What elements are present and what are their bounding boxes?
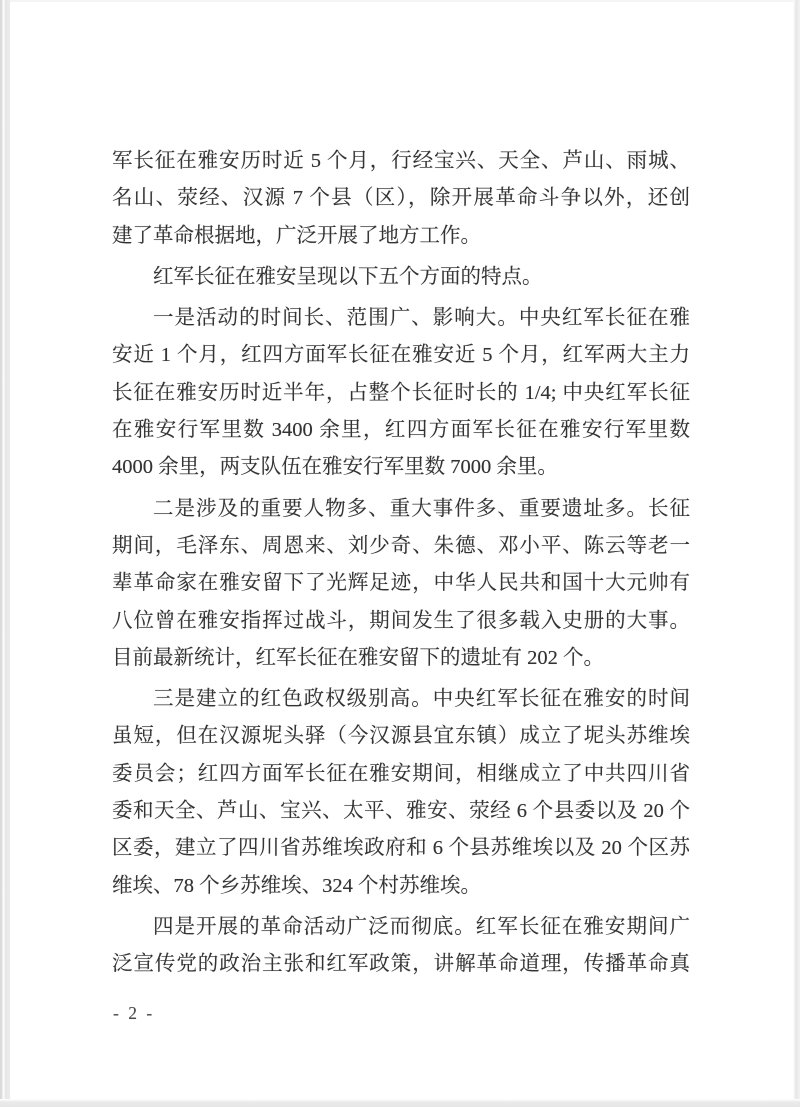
text-line: 建了革命根据地，广泛开展了地方工作。 — [112, 224, 481, 247]
text-line: 辈革命家在雅安留下了光辉足迹，中华人民共和国十大元帅有 — [112, 572, 690, 595]
text-line: 委员会；红四方面军长征在雅安期间，相继成立了中共四川省 — [112, 762, 690, 785]
paragraph — [112, 143, 690, 255]
page-number: - 2 - — [113, 1003, 154, 1023]
scan-edge-left — [0, 0, 10, 1107]
text-line: 长征在雅安历时近半年，占整个长征时长的 1/4; 中央红军长征 — [112, 381, 690, 404]
paragraph — [112, 909, 690, 984]
paragraph — [112, 300, 690, 486]
paragraph — [112, 491, 690, 677]
text-line: 期间，毛泽东、周恩来、刘少奇、朱德、邓小平、陈云等老一 — [112, 534, 690, 557]
text-line: 一是活动的时间长、范围广、影响大。中央红军长征在雅 — [153, 307, 690, 330]
text-line: 三是建立的红色政权级别高。中央红军长征在雅安的时间 — [153, 688, 690, 711]
text-line: 区委，建立了四川省苏维埃政府和 6 个县苏维埃以及 20 个区苏 — [112, 837, 690, 860]
paragraph — [112, 681, 690, 905]
text-line: 安近 1 个月，红四方面军长征在雅安近 5 个月，红军两大主力 — [112, 344, 690, 367]
text-line: 红军长征在雅安呈现以下五个方面的特点。 — [153, 265, 543, 288]
scan-edge-bottom — [0, 1099, 800, 1107]
text-line: 泛宣传党的政治主张和红军政策，讲解革命道理，传播革命真 — [112, 953, 690, 976]
text-line: 名山、荥经、汉源 7 个县（区），除开展革命斗争以外，还创 — [112, 187, 690, 210]
text-line: 八位曾在雅安指挥过战斗，期间发生了很多载入史册的大事。 — [112, 609, 690, 632]
text-line: 目前最新统计，红军长征在雅安留下的遗址有 202 个。 — [112, 646, 604, 669]
text-line: 军长征在雅安历时近 5 个月，行经宝兴、天全、芦山、雨城、 — [112, 150, 690, 172]
text-line: 4000 余里，两支队伍在雅安行军里数 7000 余里。 — [112, 456, 558, 479]
text-line: 四是开展的革命活动广泛而彻底。红军长征在雅安期间广 — [153, 915, 690, 938]
paragraph — [112, 259, 690, 296]
text-line: 委和天全、芦山、宝兴、太平、雅安、荥经 6 个县委以及 20 个 — [112, 800, 690, 823]
text-line: 维埃、78 个乡苏维埃、324 个村苏维埃。 — [112, 874, 481, 897]
text-line: 虽短，但在汉源坭头驿（今汉源县宜东镇）成立了坭头苏维埃 — [112, 725, 690, 748]
scan-edge-right — [793, 0, 800, 1107]
scan-edge-top — [0, 0, 800, 2]
document-text — [112, 143, 690, 988]
text-line: 二是涉及的重要人物多、重大事件多、重要遗址多。长征 — [153, 497, 690, 520]
text-line: 在雅安行军里数 3400 余里，红四方面军长征在雅安行军里数 — [112, 419, 690, 442]
